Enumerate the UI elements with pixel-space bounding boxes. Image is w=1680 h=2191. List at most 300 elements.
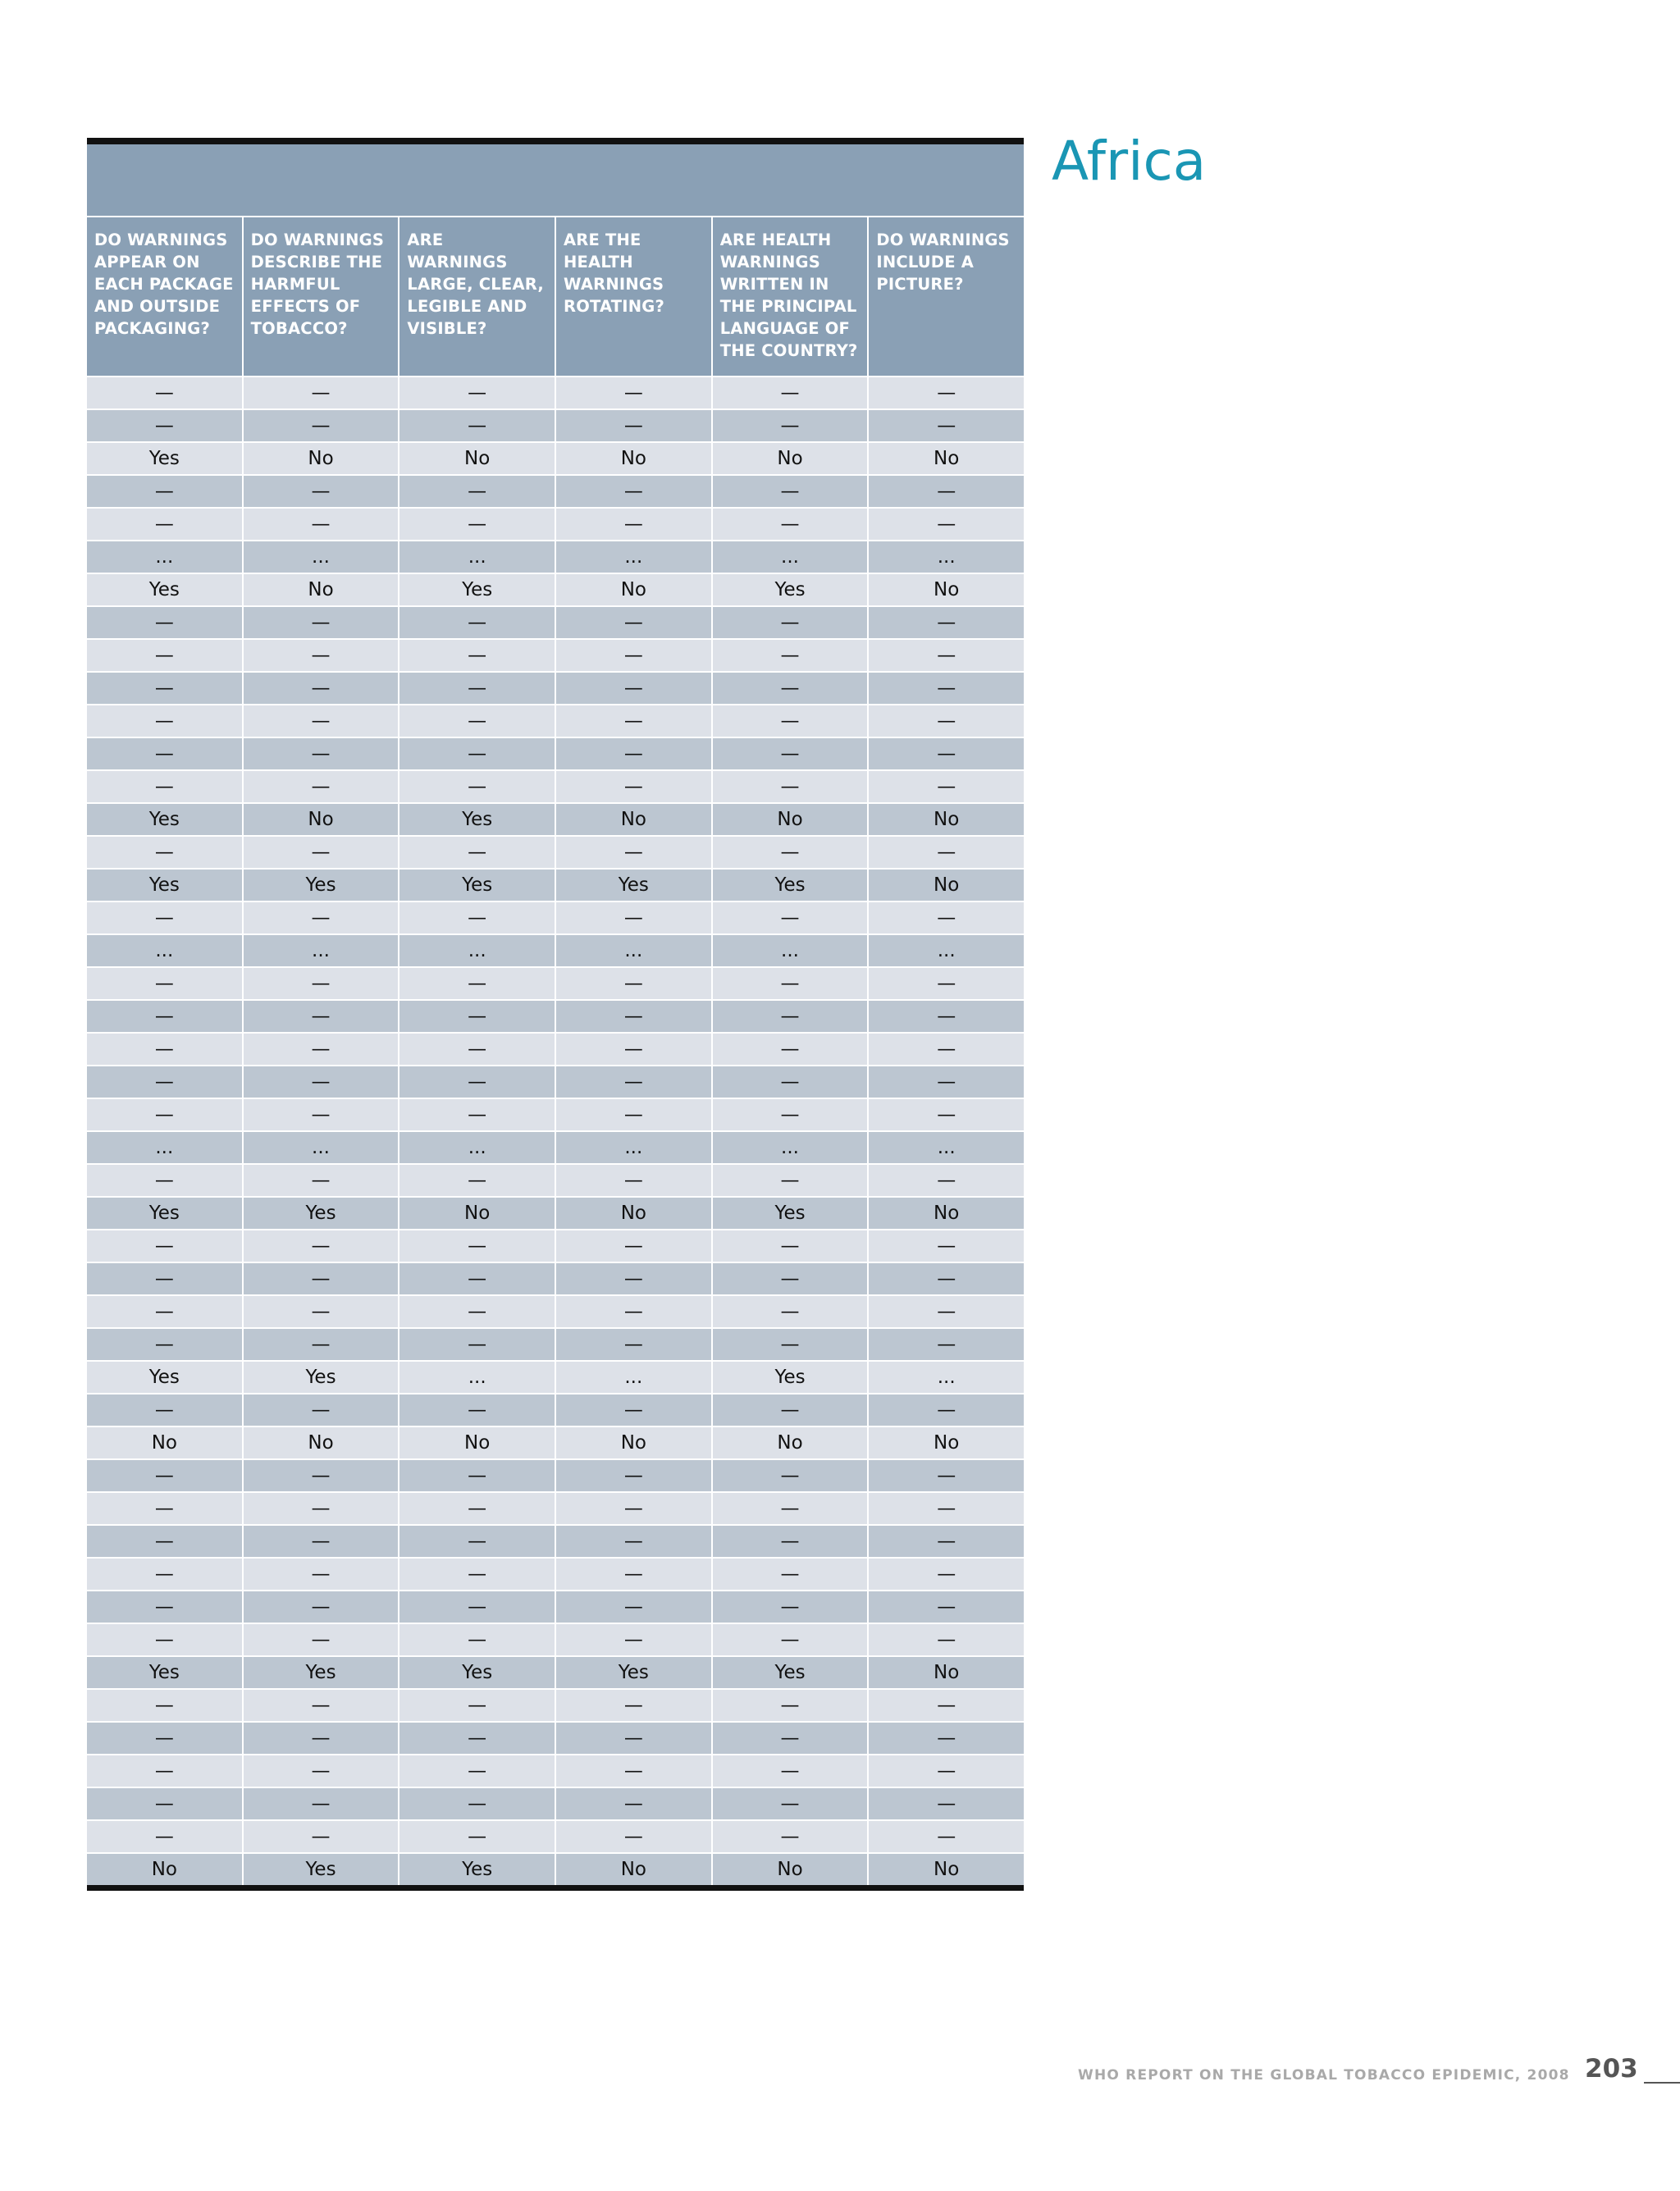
table-cell: Yes <box>399 1657 556 1688</box>
table-cell: — <box>556 1066 713 1098</box>
table-row <box>87 1852 1024 1885</box>
table-cell: Yes <box>399 574 556 605</box>
table-cell: — <box>556 673 713 704</box>
table-cell: — <box>937 1465 956 1486</box>
table-cell: ... <box>937 1137 956 1158</box>
table-cell: No <box>713 1854 870 1885</box>
table-cell: — <box>399 410 556 441</box>
table-cell: Yes <box>244 1854 400 1885</box>
table-cell: — <box>713 1591 870 1623</box>
table-cell: No <box>399 443 556 474</box>
table-cell: — <box>244 1624 400 1655</box>
table-row <box>87 901 1024 933</box>
table-cell: — <box>713 1755 870 1787</box>
table-cell: — <box>937 1826 956 1847</box>
table-cell: — <box>937 1268 956 1289</box>
table-cell: — <box>244 1591 400 1623</box>
table-cell: No <box>556 574 713 605</box>
table-cell: — <box>399 640 556 671</box>
table-cell: Yes <box>713 1362 870 1393</box>
table-cell: — <box>937 842 956 863</box>
table-cell: — <box>556 410 713 441</box>
table-cell: — <box>713 1526 870 1557</box>
table-cell: No <box>713 443 870 474</box>
table-row <box>87 1754 1024 1787</box>
table-cell: — <box>556 1001 713 1032</box>
table-cell: No <box>934 874 960 896</box>
table-cell: — <box>399 1230 556 1262</box>
table-cell: — <box>87 738 244 769</box>
table-row <box>87 1360 1024 1393</box>
table-cell: — <box>937 1235 956 1257</box>
page-number-rule <box>1644 2082 1680 2084</box>
table-row <box>87 1491 1024 1524</box>
table-row <box>87 933 1024 966</box>
table-cell: Yes <box>87 443 244 474</box>
column-header-rotating: ARE THE HEALTH WARNINGS ROTATING? <box>556 217 713 376</box>
table-cell: — <box>713 771 870 802</box>
table-cell: — <box>399 1001 556 1032</box>
table-cell: — <box>399 1559 556 1590</box>
table-cell: — <box>713 738 870 769</box>
table-cell: No <box>713 1427 870 1458</box>
table-cell: — <box>244 771 400 802</box>
table-cell: ... <box>87 1132 244 1163</box>
table-row <box>87 835 1024 868</box>
table-cell: — <box>937 743 956 765</box>
table-cell: — <box>937 907 956 929</box>
table-row <box>87 507 1024 540</box>
table-row <box>87 638 1024 671</box>
table-cell: No <box>87 1854 244 1885</box>
table-cell: — <box>87 1394 244 1426</box>
table-cell: — <box>937 1531 956 1552</box>
table-cell: — <box>713 1230 870 1262</box>
table-cell: No <box>934 809 960 830</box>
table-cell: — <box>713 377 870 409</box>
table-cell: — <box>713 968 870 999</box>
table-cell: No <box>934 1662 960 1683</box>
table-cell: ... <box>244 541 400 573</box>
table-cell: — <box>87 1034 244 1065</box>
table-row <box>87 1196 1024 1229</box>
table-cell: — <box>399 837 556 868</box>
table-cell: — <box>244 1526 400 1557</box>
table-cell: — <box>713 1394 870 1426</box>
table-cell: Yes <box>713 1657 870 1688</box>
table-row <box>87 1229 1024 1262</box>
table-cell: ... <box>713 1132 870 1163</box>
table-cell: — <box>244 377 400 409</box>
table-cell: — <box>713 1263 870 1294</box>
table-cell: — <box>937 710 956 732</box>
table-row <box>87 1623 1024 1655</box>
table-cell: — <box>937 1006 956 1027</box>
table-cell: — <box>87 1296 244 1327</box>
table-cell: — <box>713 1788 870 1819</box>
table-cell: Yes <box>556 870 713 901</box>
table-cell: — <box>556 1723 713 1754</box>
table-row <box>87 802 1024 835</box>
table-cell: — <box>713 902 870 933</box>
table-cell: ... <box>713 935 870 966</box>
table-cell: — <box>937 1563 956 1585</box>
table-cell: — <box>556 607 713 638</box>
table-cell: — <box>399 705 556 737</box>
table-cell: — <box>556 771 713 802</box>
table-cell: — <box>713 1723 870 1754</box>
table-cell: Yes <box>87 1198 244 1229</box>
table-row <box>87 409 1024 441</box>
table-cell: No <box>244 443 400 474</box>
table-cell: — <box>556 1263 713 1294</box>
table-cell: No <box>244 574 400 605</box>
table-row <box>87 1721 1024 1754</box>
table-cell: — <box>937 1760 956 1782</box>
table-row <box>87 769 1024 802</box>
table-cell: Yes <box>87 574 244 605</box>
table-cell: — <box>244 1296 400 1327</box>
table-row <box>87 474 1024 507</box>
table-cell: ... <box>556 1362 713 1393</box>
table-row <box>87 1032 1024 1065</box>
table-row <box>87 1458 1024 1491</box>
table-cell: — <box>556 1624 713 1655</box>
table-cell: — <box>244 1690 400 1721</box>
table-cell: — <box>87 837 244 868</box>
table-cell: Yes <box>713 870 870 901</box>
table-cell: — <box>713 1066 870 1098</box>
table-cell: — <box>87 1526 244 1557</box>
table-cell: — <box>399 1099 556 1130</box>
table-row <box>87 966 1024 999</box>
table-cell: — <box>713 1296 870 1327</box>
table-cell: — <box>87 377 244 409</box>
table-cell: — <box>87 771 244 802</box>
table-cell: — <box>244 1821 400 1852</box>
table-cell: — <box>244 837 400 868</box>
table-cell: No <box>556 1427 713 1458</box>
table-cell: Yes <box>399 870 556 901</box>
table-cell: No <box>934 579 960 600</box>
table-cell: — <box>244 607 400 638</box>
table-row <box>87 1426 1024 1458</box>
table-cell: — <box>713 1099 870 1130</box>
table-header-band <box>87 144 1024 217</box>
table-header-row <box>87 217 1024 376</box>
table-cell: ... <box>556 1132 713 1163</box>
table-row <box>87 1557 1024 1590</box>
table-cell: — <box>556 1788 713 1819</box>
health-warnings-table <box>87 138 1024 1891</box>
table-cell: — <box>937 415 956 436</box>
table-cell: ... <box>399 1132 556 1163</box>
table-cell: — <box>556 1329 713 1360</box>
table-cell: — <box>244 640 400 671</box>
table-cell: — <box>937 1104 956 1125</box>
table-row <box>87 1327 1024 1360</box>
table-cell: — <box>87 1230 244 1262</box>
table-cell: Yes <box>399 804 556 835</box>
table-cell: Yes <box>87 1657 244 1688</box>
table-cell: — <box>556 705 713 737</box>
table-cell: No <box>934 1432 960 1454</box>
table-cell: — <box>244 902 400 933</box>
table-cell: — <box>937 1071 956 1093</box>
table-cell: — <box>713 1034 870 1065</box>
table-cell: — <box>244 705 400 737</box>
table-cell: — <box>556 509 713 540</box>
table-cell: — <box>399 1329 556 1360</box>
page-number: 203 <box>1585 2054 1638 2084</box>
table-cell: No <box>556 1854 713 1885</box>
table-cell: — <box>87 1559 244 1590</box>
table-cell: — <box>87 1690 244 1721</box>
table-cell: — <box>713 1493 870 1524</box>
table-cell: — <box>713 640 870 671</box>
table-cell: ... <box>937 546 956 568</box>
table-cell: — <box>713 607 870 638</box>
table-row <box>87 1393 1024 1426</box>
table-cell: — <box>244 1099 400 1130</box>
table-cell: — <box>244 1460 400 1491</box>
table-body <box>87 376 1024 1885</box>
table-cell: Yes <box>87 870 244 901</box>
table-cell: Yes <box>713 1198 870 1229</box>
table-cell: — <box>556 1394 713 1426</box>
table-cell: — <box>937 645 956 666</box>
table-cell: — <box>937 1399 956 1421</box>
table-row <box>87 1294 1024 1327</box>
table-cell: — <box>937 1596 956 1618</box>
table-cell: — <box>713 837 870 868</box>
table-cell: — <box>713 673 870 704</box>
column-header-harmful-effects: DO WARNINGS DESCRIBE THE HARMFUL EFFECTS OF TOBACCO? <box>244 217 400 376</box>
table-cell: — <box>937 1038 956 1060</box>
table-cell: — <box>713 1329 870 1360</box>
table-cell: — <box>399 1460 556 1491</box>
table-cell: — <box>937 1301 956 1322</box>
table-cell: — <box>937 382 956 404</box>
table-cell: Yes <box>713 574 870 605</box>
table-cell: No <box>934 448 960 469</box>
column-header-on-package: DO WARNINGS APPEAR ON EACH PACKAGE AND OUTSIDE PACKAGING? <box>87 217 244 376</box>
table-cell: No <box>556 804 713 835</box>
table-cell: — <box>244 1788 400 1819</box>
table-cell: Yes <box>87 804 244 835</box>
table-cell: No <box>244 804 400 835</box>
table-cell: No <box>713 804 870 835</box>
table-cell: — <box>399 1690 556 1721</box>
table-cell: — <box>87 902 244 933</box>
table-cell: — <box>713 1821 870 1852</box>
table-row <box>87 573 1024 605</box>
table-cell: — <box>556 1230 713 1262</box>
table-cell: — <box>87 410 244 441</box>
table-cell: — <box>244 476 400 507</box>
table-cell: — <box>87 1788 244 1819</box>
table-cell: — <box>556 837 713 868</box>
footer-report-title: WHO REPORT ON THE GLOBAL TOBACCO EPIDEMIC, 2008 <box>1078 2067 1570 2084</box>
table-cell: — <box>87 1263 244 1294</box>
table-cell: — <box>556 738 713 769</box>
table-cell: — <box>937 973 956 994</box>
table-cell: — <box>87 1099 244 1130</box>
table-row <box>87 1130 1024 1163</box>
table-row <box>87 737 1024 769</box>
table-row <box>87 1688 1024 1721</box>
table-cell: — <box>556 1559 713 1590</box>
table-cell: — <box>399 1788 556 1819</box>
table-cell: — <box>399 1591 556 1623</box>
table-cell: — <box>87 1066 244 1098</box>
table-cell: — <box>87 607 244 638</box>
table-cell: — <box>713 1690 870 1721</box>
table-cell: ... <box>87 935 244 966</box>
table-row <box>87 1655 1024 1688</box>
table-cell: — <box>556 377 713 409</box>
table-cell: — <box>937 1498 956 1519</box>
table-cell: — <box>556 640 713 671</box>
column-header-large-clear: ARE WARNINGS LARGE, CLEAR, LEGIBLE AND VISIBLE? <box>399 217 556 376</box>
table-cell: — <box>87 1821 244 1852</box>
column-header-picture: DO WARNINGS INCLUDE A PICTURE? <box>876 231 1010 294</box>
table-cell: — <box>244 1001 400 1032</box>
table-cell: — <box>937 1695 956 1716</box>
table-cell: — <box>713 1001 870 1032</box>
table-cell: — <box>87 1591 244 1623</box>
table-cell: — <box>937 1793 956 1814</box>
table-cell: — <box>399 968 556 999</box>
table-cell: — <box>556 1296 713 1327</box>
table-cell: ... <box>937 1367 956 1388</box>
table-cell: No <box>87 1427 244 1458</box>
table-cell: — <box>937 776 956 797</box>
table-cell: — <box>399 1394 556 1426</box>
table-cell: — <box>87 968 244 999</box>
table-cell: — <box>244 509 400 540</box>
table-cell: — <box>244 1329 400 1360</box>
table-cell: — <box>556 476 713 507</box>
table-cell: ... <box>399 935 556 966</box>
table-cell: ... <box>556 935 713 966</box>
table-cell: Yes <box>244 1362 400 1393</box>
table-row <box>87 1524 1024 1557</box>
table-cell: — <box>556 968 713 999</box>
table-cell: — <box>87 1624 244 1655</box>
table-cell: ... <box>937 940 956 961</box>
table-cell: — <box>937 1334 956 1355</box>
table-cell: — <box>244 1559 400 1590</box>
table-cell: — <box>244 410 400 441</box>
table-cell: — <box>399 1296 556 1327</box>
column-header-principal-language: ARE HEALTH WARNINGS WRITTEN IN THE PRINCIPAL LANGUAGE OF THE COUNTRY? <box>713 217 870 376</box>
table-cell: — <box>713 1165 870 1196</box>
table-cell: — <box>556 1165 713 1196</box>
table-cell: No <box>244 1427 400 1458</box>
table-cell: — <box>556 1690 713 1721</box>
table-cell: — <box>556 1526 713 1557</box>
table-cell: No <box>399 1427 556 1458</box>
table-cell: ... <box>399 1362 556 1393</box>
table-cell: — <box>937 1728 956 1749</box>
table-cell: — <box>556 1034 713 1065</box>
table-cell: — <box>399 1755 556 1787</box>
table-row <box>87 1819 1024 1852</box>
table-cell: — <box>937 514 956 535</box>
table-cell: Yes <box>244 870 400 901</box>
table-cell: — <box>87 1165 244 1196</box>
table-cell: — <box>87 1723 244 1754</box>
table-cell: — <box>244 1493 400 1524</box>
table-cell: — <box>87 705 244 737</box>
table-cell: No <box>934 1203 960 1224</box>
table-cell: — <box>399 1493 556 1524</box>
table-cell: — <box>713 1559 870 1590</box>
table-cell: — <box>713 705 870 737</box>
table-cell: — <box>937 678 956 699</box>
table-cell: — <box>244 1723 400 1754</box>
table-cell: — <box>87 1460 244 1491</box>
table-cell: — <box>399 476 556 507</box>
table-cell: — <box>556 1099 713 1130</box>
table-cell: — <box>399 673 556 704</box>
region-title: Africa <box>1052 130 1207 193</box>
table-cell: — <box>937 1170 956 1191</box>
table-cell: — <box>399 1034 556 1065</box>
table-cell: — <box>937 481 956 502</box>
table-cell: No <box>934 1859 960 1880</box>
table-row <box>87 671 1024 704</box>
table-cell: — <box>556 1591 713 1623</box>
table-cell: Yes <box>244 1198 400 1229</box>
table-cell: — <box>399 738 556 769</box>
table-cell: — <box>556 1821 713 1852</box>
table-row <box>87 1787 1024 1819</box>
table-cell: No <box>556 443 713 474</box>
table-row <box>87 1262 1024 1294</box>
table-cell: — <box>937 612 956 633</box>
table-cell: — <box>244 1394 400 1426</box>
table-row <box>87 605 1024 638</box>
table-row <box>87 1590 1024 1623</box>
table-cell: — <box>244 673 400 704</box>
table-cell: — <box>713 476 870 507</box>
table-cell: Yes <box>556 1657 713 1688</box>
table-cell: — <box>244 1066 400 1098</box>
table-row <box>87 1065 1024 1098</box>
table-row <box>87 999 1024 1032</box>
table-cell: — <box>399 509 556 540</box>
table-cell: — <box>399 1624 556 1655</box>
table-cell: — <box>244 1263 400 1294</box>
table-cell: ... <box>556 541 713 573</box>
table-cell: ... <box>87 541 244 573</box>
table-row <box>87 868 1024 901</box>
table-cell: — <box>399 1526 556 1557</box>
table-row <box>87 540 1024 573</box>
table-cell: — <box>87 640 244 671</box>
table-cell: — <box>399 1165 556 1196</box>
table-cell: — <box>399 1263 556 1294</box>
table-row <box>87 1163 1024 1196</box>
table-cell: — <box>244 1755 400 1787</box>
table-cell: ... <box>399 541 556 573</box>
table-cell: ... <box>244 1132 400 1163</box>
table-cell: — <box>399 1066 556 1098</box>
table-cell: — <box>399 771 556 802</box>
table-cell: — <box>713 509 870 540</box>
